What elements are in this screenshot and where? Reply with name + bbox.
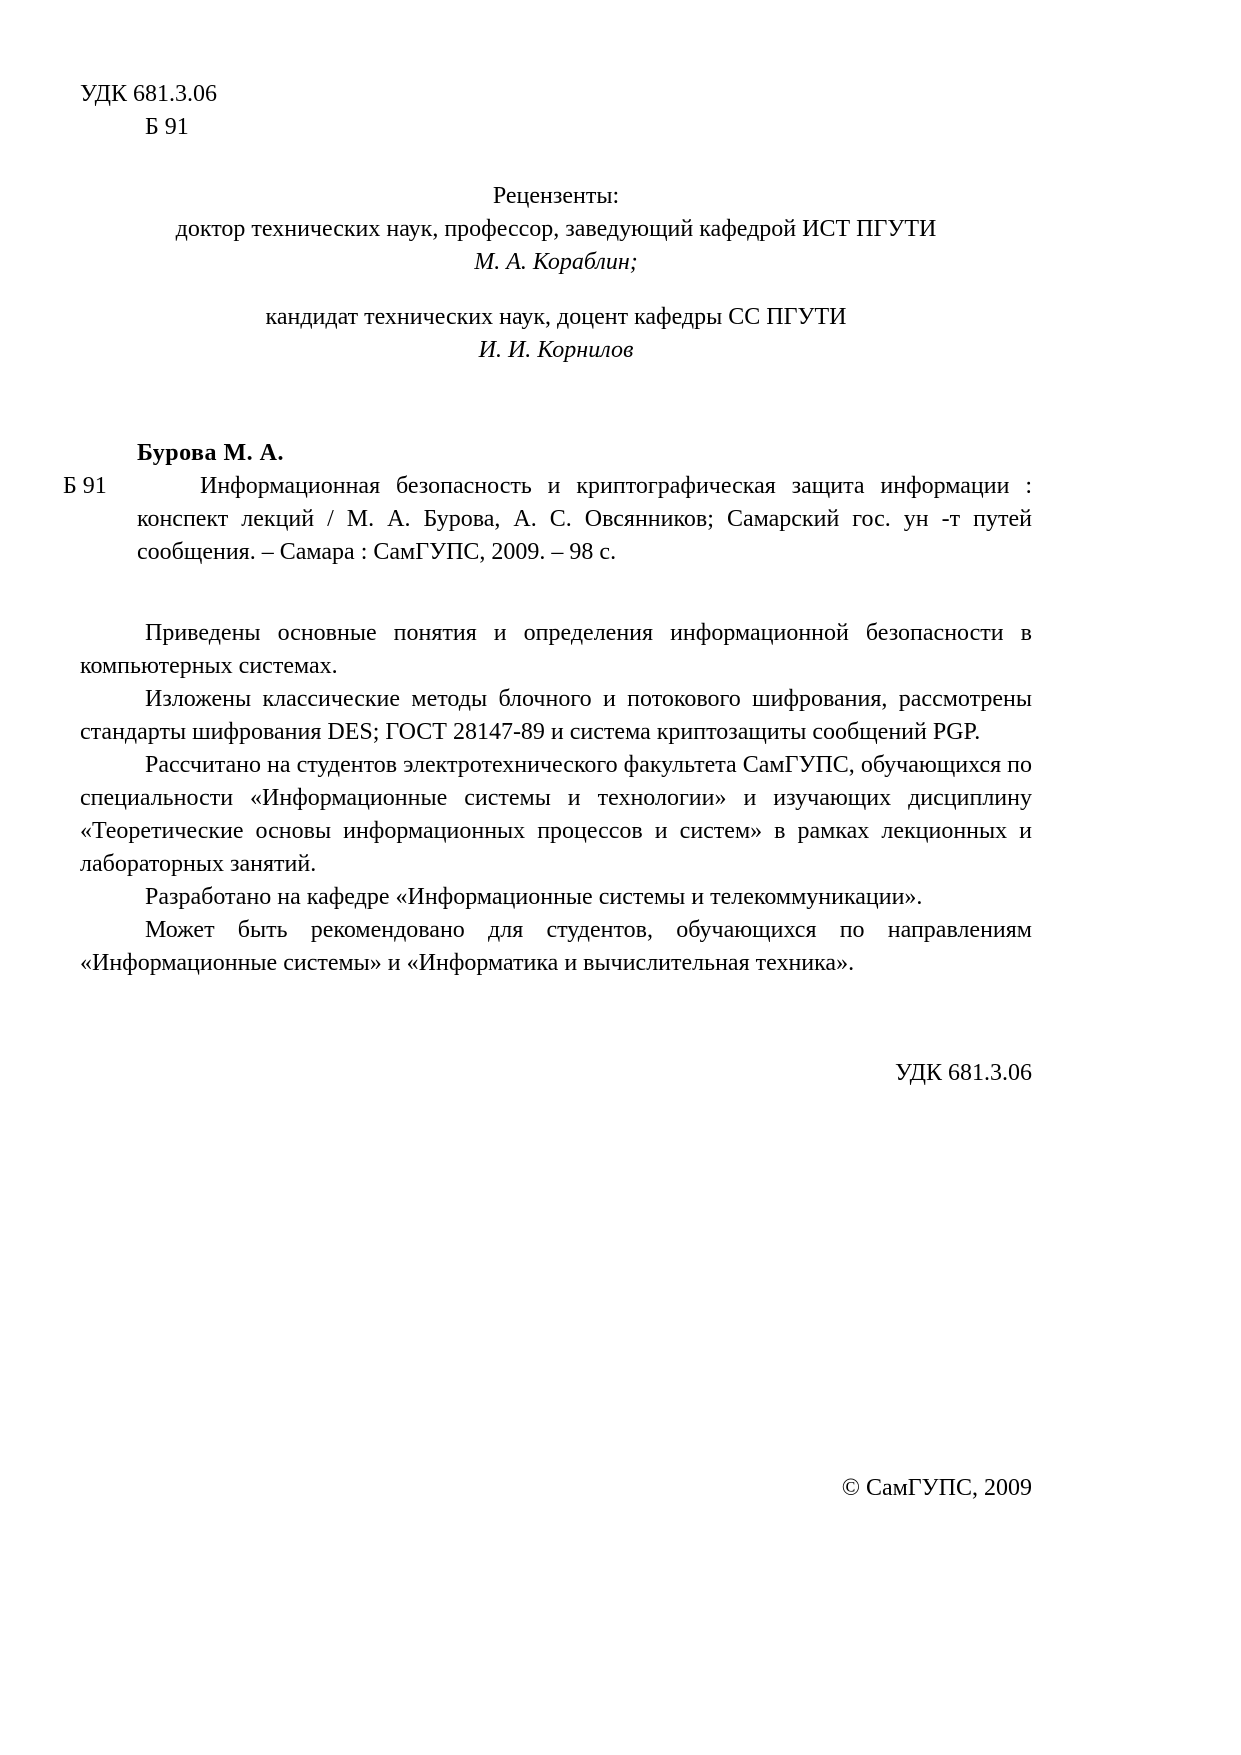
reviewer2-title: кандидат технических наук, доцент кафедры СС ПГУТИ (265, 304, 847, 330)
annotation-paragraph: Рассчитано на студентов электротехнического факультета СамГУПС, обучающихся по специальности «Информационные системы и технологии» и изучающих дисциплину «Теоретические основы информационных процессов и систем» в рамках лекционных и лабораторных занятий. (80, 752, 1032, 877)
bib-author: Бурова М. А. (137, 440, 284, 466)
udc-code-bottom: УДК 681.3.06 (895, 1060, 1032, 1086)
copyright-notice: © СамГУПС, 2009 (841, 1475, 1032, 1501)
udc-code-top: УДК 681.3.06 (80, 81, 217, 107)
reviewers-section (80, 180, 1032, 367)
annotation-paragraph: Изложены классические методы блочного и потокового шифрования, рассмотрены стандарты шифрования DES; ГОСТ 28147-89 и система криптозащиты сообщений PGP. (80, 686, 1032, 745)
bibliographic-record (63, 437, 1032, 569)
annotation-paragraph: Может быть рекомендовано для студентов, обучающихся по направлениям «Информационные системы» и «Информатика и вычислительная техника». (80, 917, 1032, 976)
reviewer1-title: доктор технических наук, профессор, заведующий кафедрой ИСТ ПГУТИ (175, 216, 937, 242)
book-index-top: Б 91 (145, 114, 189, 140)
reviewers-heading: Рецензенты: (492, 183, 620, 209)
bib-description: Информационная безопасность и криптографическая защита информации : конспект лекций / М. А. Бурова, А. С. Овсянников; Самарский гос. ун -т путей сообщения. – Самара : СамГУПС, 2009. – 98 с. (137, 473, 1032, 565)
annotation-section (80, 617, 1032, 980)
bib-index: Б 91 (63, 473, 107, 499)
annotation-paragraph: Разработано на кафедре «Информационные системы и телекоммуникации». (145, 884, 923, 910)
annotation-paragraph: Приведены основные понятия и определения информационной безопасности в компьютерных системах. (80, 620, 1032, 679)
reviewer1-name: М. А. Кораблин; (474, 249, 638, 275)
reviewer2-name: И. И. Корнилов (478, 337, 634, 363)
